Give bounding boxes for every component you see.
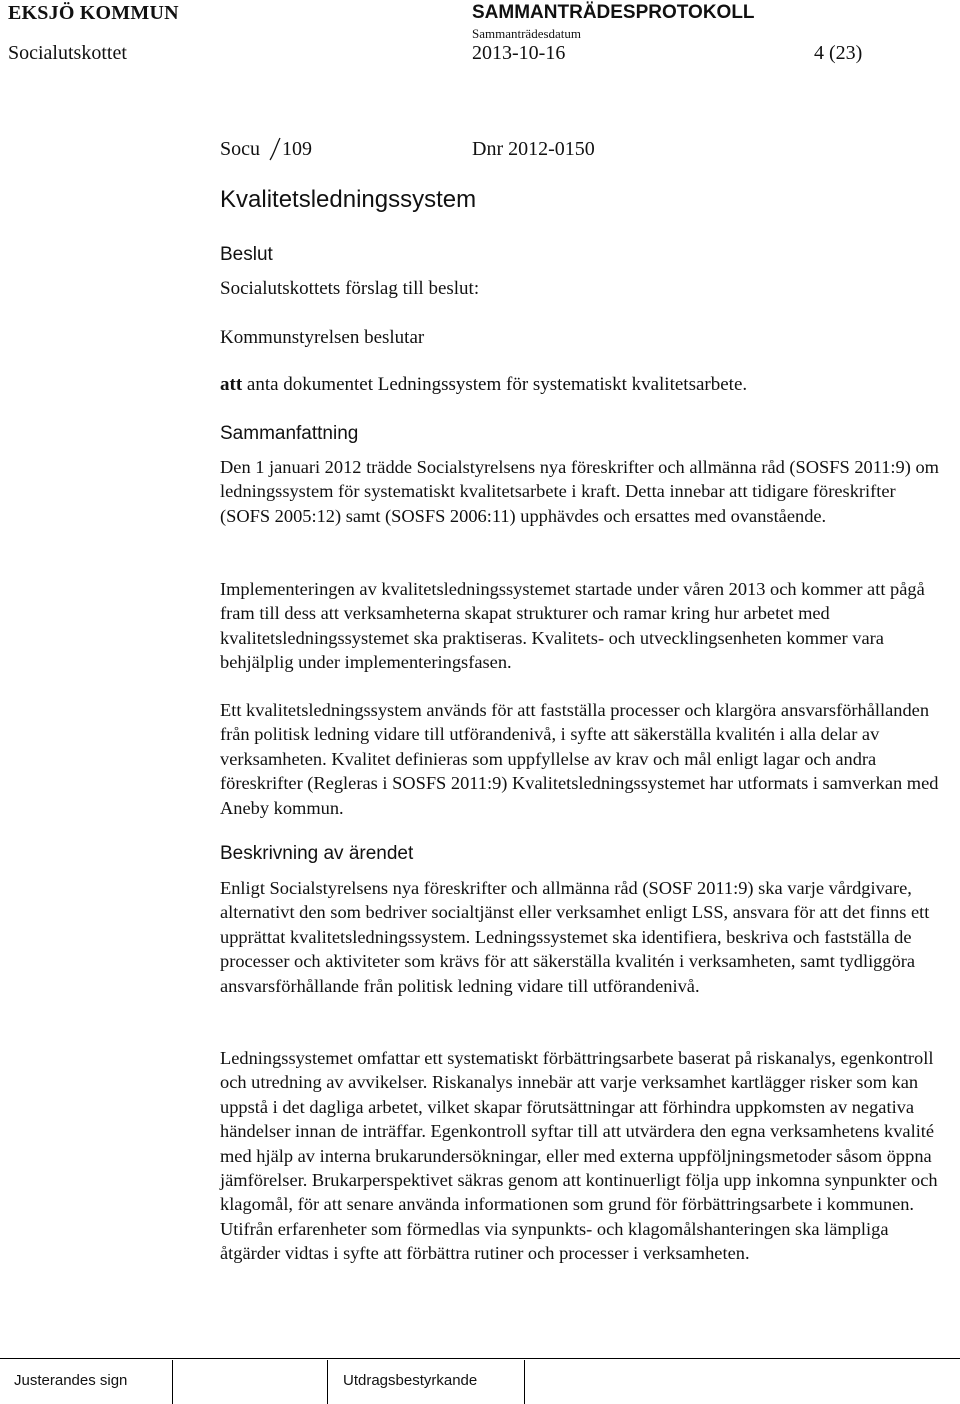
signature-label: Justerandes sign xyxy=(14,1372,128,1389)
meeting-date: 2013-10-16 xyxy=(472,42,566,64)
summary-paragraph: Den 1 januari 2012 trädde Socialstyrelsens nya föreskrifter och allmänna råd (SOSFS 2011:9) om ledningssystem för systematiskt kvalitetsarbete i kraft. Detta innebar att tidigare föreskrifter (SOFS 2005:12) samt (SOSFS 2006:11) upphävdes och ersattes med ovanstående. xyxy=(220,457,939,526)
footer-column-divider xyxy=(172,1360,173,1404)
diary-number: Dnr 2012-0150 xyxy=(472,138,595,160)
heading-sammanfattning: Sammanfattning xyxy=(220,423,359,444)
section-mark-icon xyxy=(268,136,282,162)
att-word: att xyxy=(220,374,243,395)
heading-beslut: Beslut xyxy=(220,244,273,265)
summary-paragraph: Ett kvalitetsledningssystem används för att fastställa processer och klargöra ansvarsförhållanden från politisk ledning vidare till utförandenivå, i syfte att säkerställa kvalitén i alla delar av verksamheten. Kvalitet definieras som uppfyllelse av krav och mål enligt lagar och andra föreskrifter (Regleras i SOSFS 2011:9) Kvalitetsledningssystemet har utformats i samverkan med Aneby kommun. xyxy=(220,700,939,818)
date-label: Sammanträdesdatum xyxy=(472,26,582,41)
proposal-line: Socialutskottets förslag till beslut: xyxy=(220,278,480,299)
attestation-label: Utdragsbestyrkande xyxy=(343,1372,478,1389)
page-number: 4 (23) xyxy=(814,42,863,64)
committee-name: Socialutskottet xyxy=(8,42,127,64)
description-paragraph: Ledningssystemet omfattar ett systematiskt förbättringsarbete baserat på riskanalys, egenkontroll och utredning av avvikelser. Riskanalys innebär att varje verksamhet kartlägger risker som kan uppstå i det dagliga arbetet, vilket skapar förutsättningar att förhindra uppkomsten av negativa händelser innan de inträffar. Egenkontroll syftar till att utvärdera den egna verksamhetens kvalité med hjälp av interna brukarundersökningar, eller med externa uppföljningsmetoder såsom öppna jämförelser. Brukarperspektivet säkras genom att kontinuerligt följa upp inkomna synpunkter och klagomål, för att senare använda informationen som grund för förbättringsarbete i kommunen. Utifrån erfarenheter som förmedlas via synpunkts- och klagomålshanteringen ska lämpliga åtgärder vidtas i syfte att förbättra rutiner och processer i verksamheten. xyxy=(220,1048,938,1264)
decision-text xyxy=(220,374,747,396)
page-title: Kvalitetsledningssystem xyxy=(220,186,477,213)
footer-divider xyxy=(0,1358,960,1359)
decision-body-line: Kommunstyrelsen beslutar xyxy=(220,327,425,348)
paragraph-prefix: Socu xyxy=(220,138,260,160)
paragraph-number: 109 xyxy=(282,138,312,160)
heading-beskrivning: Beskrivning av ärendet xyxy=(220,843,414,864)
footer-column-divider xyxy=(327,1360,328,1404)
document-type: SAMMANTRÄDESPROTOKOLL xyxy=(472,2,755,23)
summary-paragraph: Implementeringen av kvalitetsledningssystemet startade under våren 2013 och kommer att pågå fram till dess att verksamheterna skapat strukturer och ramar kring hur arbetet med kvalitetsledningssystemet ska praktiseras. Kvalitets- och utvecklingsenheten kommer vara behjälplig under implementeringsfasen. xyxy=(220,579,925,673)
decision-text-body: anta dokumentet Ledningssystem för systematiskt kvalitetsarbete. xyxy=(242,374,748,395)
organization-name: EKSJÖ KOMMUN xyxy=(8,2,179,24)
description-paragraph: Enligt Socialstyrelsens nya föreskrifter och allmänna råd (SOSF 2011:9) ska varje vårdgivare, alternativt den som bedriver socialtjänst eller verksamhet enligt LSS, ansvara för att det finns ett upprättat kvalitetsledningssystem. Ledningssystemet ska identifiera, beskriva och fastställa de processer och aktiviteter som krävs för att säkerställa kvalitén i verksamheten, samt tydliggöra ansvarsförhållande från politisk ledning vidare till utförandenivå. xyxy=(220,878,930,996)
footer-column-divider xyxy=(524,1360,525,1404)
